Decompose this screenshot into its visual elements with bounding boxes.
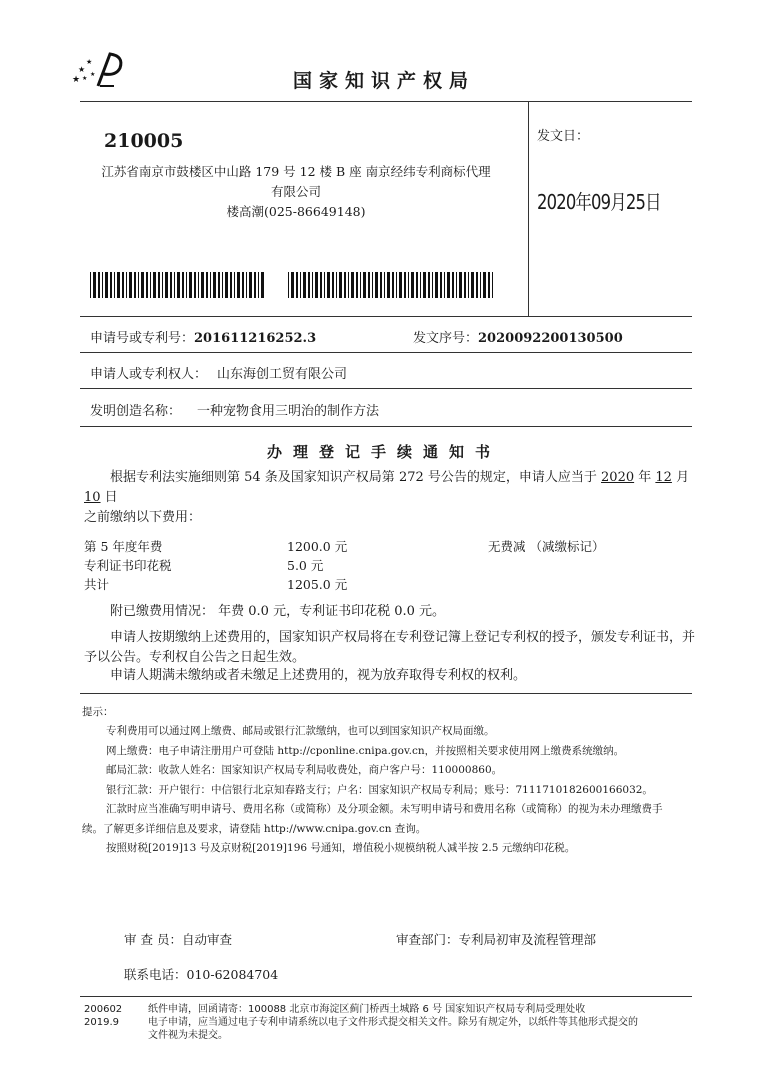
application-number: 201611216252.3 xyxy=(194,331,317,346)
tip-line: 银行汇款：开户银行：中信银行北京知春路支行；户名：国家知识产权局专利局；账号：7111710182600166032。 xyxy=(106,783,653,796)
svg-text:★: ★ xyxy=(82,75,88,82)
barcode-bar xyxy=(492,272,493,298)
barcode-bar xyxy=(261,272,264,298)
barcode-bar xyxy=(198,272,199,298)
barcode-bar xyxy=(464,272,466,298)
barcode-bar xyxy=(375,272,378,298)
footer-line: 文件视为未提交。 xyxy=(148,1030,228,1041)
barcode-bar xyxy=(315,272,318,298)
footer-notes xyxy=(148,1003,696,1042)
notice-text: 之前缴纳以下费用： xyxy=(84,510,202,525)
barcode-bar xyxy=(194,272,196,298)
barcode-bar xyxy=(384,272,385,298)
barcode-bar xyxy=(351,272,354,298)
applicant-label: 申请人或专利权人： xyxy=(90,367,208,382)
barcode-bar xyxy=(363,272,366,298)
due-day: 10 xyxy=(84,490,101,505)
barcode-bar xyxy=(320,272,322,298)
barcode-bar xyxy=(93,272,96,298)
barcode-bar xyxy=(126,272,127,298)
tip-line: 专利费用可以通过网上缴费、邮局或银行汇款缴纳，也可以到国家知识产权局面缴。 xyxy=(106,725,495,737)
svg-text:★: ★ xyxy=(86,58,93,66)
barcode-bar xyxy=(288,272,289,298)
barcode-bar xyxy=(312,272,313,298)
barcode-bar xyxy=(98,272,100,298)
barcode-bar xyxy=(246,272,247,298)
applicant-row xyxy=(90,363,347,382)
svg-text:★: ★ xyxy=(78,65,86,74)
barcode-bar xyxy=(420,272,421,298)
barcode-bar xyxy=(372,272,373,298)
barcode-bar xyxy=(435,272,438,298)
barcode-bar xyxy=(134,272,136,298)
barcode-bar xyxy=(234,272,235,298)
barcode-bar xyxy=(291,272,294,298)
footer-line: 纸件申请，回函请寄：100088 北京市海淀区蓟门桥西土城路 6 号 国家知识产权局专利局受理处收 xyxy=(148,1004,586,1015)
barcode-bar xyxy=(122,272,124,298)
application-number-label: 申请号或专利号： xyxy=(90,331,195,346)
divider xyxy=(80,693,692,694)
department: 审查部门：专利局初审及流程管理部 xyxy=(396,932,597,947)
unit-text: 年 xyxy=(634,470,656,485)
barcode-bar xyxy=(114,272,115,298)
applicant-name: 山东海创工贸有限公司 xyxy=(217,367,348,382)
barcode-bar xyxy=(153,272,156,298)
barcode-bar xyxy=(189,272,192,298)
barcode-bar xyxy=(471,272,474,298)
serial-number-label: 发文序号： xyxy=(413,331,479,346)
barcode-bar xyxy=(206,272,208,298)
notice-text: 申请人按期缴纳上述费用的，国家知识产权局将在专利登记簿上登记专利权的授予，颁发专利证书，并 xyxy=(110,630,696,645)
barcode-bar xyxy=(201,272,204,298)
barcode-bar xyxy=(360,272,361,298)
due-year: 2020 xyxy=(601,470,635,485)
barcode-bar xyxy=(368,272,370,298)
barcode-bar xyxy=(237,272,240,298)
barcode-bar xyxy=(447,272,450,298)
barcode-bar xyxy=(254,272,256,298)
barcode-bar xyxy=(158,272,160,298)
barcode-bar xyxy=(440,272,442,298)
divider xyxy=(528,101,529,316)
barcode-bar xyxy=(138,272,139,298)
barcode-bar xyxy=(404,272,406,298)
contact-line: 楼高潮(025-86649148) xyxy=(226,204,366,219)
barcode-bar xyxy=(380,272,382,298)
examiner: 审 查 员：自动审查 xyxy=(124,932,232,947)
barcode-bar xyxy=(170,272,172,298)
barcode-bar xyxy=(308,272,310,298)
barcode-bar xyxy=(432,272,433,298)
barcode-bar xyxy=(387,272,390,298)
tip-line: 邮局汇款：收款人姓名：国家知识产权局专利局收费处，商户客户号：110000860。 xyxy=(106,764,503,776)
form-code: 200602 xyxy=(84,1004,123,1015)
fee-amount: 1205.0 元 xyxy=(287,577,348,592)
barcode-bar xyxy=(242,272,244,298)
barcode-bar xyxy=(165,272,168,298)
form-version: 2019.9 xyxy=(84,1017,119,1028)
barcode-bar xyxy=(230,272,232,298)
barcode-bar xyxy=(452,272,454,298)
serial-number: 2020092200130500 xyxy=(478,331,623,346)
tips-label: 提示： xyxy=(82,706,114,718)
barcode-bar xyxy=(339,272,342,298)
barcode-bar xyxy=(348,272,349,298)
barcode-bar xyxy=(141,272,144,298)
barcode-bar xyxy=(459,272,462,298)
barcode-bar xyxy=(213,272,216,298)
divider xyxy=(80,426,692,427)
fee-item xyxy=(84,537,162,556)
barcode-bar xyxy=(105,272,108,298)
barcode-bar xyxy=(117,272,120,298)
barcode-bar xyxy=(150,272,151,298)
barcode-bar xyxy=(392,272,394,298)
invention-label: 发明创造名称： xyxy=(90,404,182,419)
unit-text: 日 xyxy=(100,490,118,505)
agency-name: 国家知识产权局 xyxy=(292,70,475,92)
address-line: 有限公司 xyxy=(270,184,321,199)
barcode-bar xyxy=(399,272,402,298)
barcode-bar xyxy=(396,272,397,298)
due-month: 12 xyxy=(655,470,672,485)
barcode-bar xyxy=(177,272,180,298)
barcode-bar xyxy=(411,272,414,298)
barcode-bar xyxy=(444,272,445,298)
tip-line: 按照财税[2019]13 号及京财税[2019]196 号通知，增值税小规模纳税人减半按 2.5 元缴纳印花税。 xyxy=(106,842,576,854)
paid-fees: 附已缴费用情况： 年费 0.0 元，专利证书印花税 0.0 元。 xyxy=(110,604,446,619)
tip-line: 汇款时应当准确写明申请号、费用名称（或简称）及分项金额。未写明申请号和费用名称（或简称）的视为未办理缴费手 xyxy=(106,803,663,815)
contact-phone: 联系电话：010-62084704 xyxy=(124,967,279,982)
fee-name: 专利证书印花税 xyxy=(84,558,172,573)
barcode-bar xyxy=(456,272,457,298)
svg-text:★: ★ xyxy=(72,75,81,85)
barcode-bar xyxy=(332,272,334,298)
footer-line: 电子申请，应当通过电子专利申请系统以电子文件形式提交相关文件。除另有规定外，以纸件等其他形式提交的 xyxy=(148,1017,638,1028)
send-date: 2020年09月25日 xyxy=(537,190,661,214)
barcode-bar xyxy=(182,272,184,298)
serial-number-row xyxy=(413,327,623,346)
barcode-bar xyxy=(480,272,481,298)
barcode-bar xyxy=(110,272,112,298)
tip-line: 续。了解更多详细信息及要求，请登陆 http://www.cnipa.gov.cn 查询。 xyxy=(82,822,427,835)
recipient-address xyxy=(92,162,500,222)
barcode-bar xyxy=(90,272,91,298)
barcode-bar xyxy=(296,272,298,298)
barcode-bar xyxy=(249,272,252,298)
barcode-bar xyxy=(129,272,132,298)
barcode xyxy=(288,272,495,298)
barcode-bar xyxy=(222,272,223,298)
barcode-bar xyxy=(468,272,469,298)
barcode-bar xyxy=(300,272,301,298)
address-line: 江苏省南京市鼓楼区中山路 179 号 12 楼 B 座 南京经纬专利商标代理 xyxy=(101,164,491,179)
barcode-bar xyxy=(483,272,486,298)
invention-row xyxy=(90,400,379,419)
notice-text: 根据专利法实施细则第 54 条及国家知识产权局第 272 号公告的规定，申请人应当于 xyxy=(110,470,602,485)
barcode-bar xyxy=(324,272,325,298)
notice-paragraph: 申请人期满未缴纳或者未缴足上述费用的，视为放弃取得专利权的权利。 xyxy=(110,668,527,683)
barcode-bar xyxy=(408,272,409,298)
svg-text:★: ★ xyxy=(90,71,96,78)
divider xyxy=(80,388,692,389)
divider xyxy=(80,101,692,102)
barcode-bar xyxy=(102,272,103,298)
invention-title: 一种宠物食用三明治的制作方法 xyxy=(197,404,380,419)
divider xyxy=(80,352,692,353)
send-date-label: 发文日： xyxy=(537,129,590,144)
unit-text: 月 xyxy=(671,470,690,485)
barcode-bar xyxy=(476,272,478,298)
barcode-bar xyxy=(423,272,426,298)
barcode-bar xyxy=(327,272,330,298)
fee-amount: 1200.0 元 xyxy=(287,539,348,554)
divider xyxy=(80,996,692,997)
tip-line: 网上缴费：电子申请注册用户可登陆 http://cponline.cnipa.gov.cn，并按照相关要求使用网上缴费系统缴纳。 xyxy=(106,744,625,757)
barcode-bar xyxy=(428,272,430,298)
divider xyxy=(80,316,692,317)
barcode-bar xyxy=(344,272,346,298)
notice-text: 予以公告。专利权自公告之日起生效。 xyxy=(84,650,306,665)
barcode-bar xyxy=(162,272,163,298)
tips-list xyxy=(82,722,702,859)
fee-note: 无费减 （减缴标记） xyxy=(488,539,605,554)
barcode-bar xyxy=(488,272,490,298)
barcode-bar xyxy=(416,272,418,298)
fee-name: 第 5 年度年费 xyxy=(84,539,163,554)
barcode-bar xyxy=(218,272,220,298)
notice-paragraph xyxy=(84,468,704,528)
barcode-bar xyxy=(356,272,358,298)
barcode-bar xyxy=(186,272,187,298)
fee-name: 共计 xyxy=(84,577,110,592)
barcode-bar xyxy=(174,272,175,298)
barcode-bar xyxy=(258,272,259,298)
notice-title: 办理登记手续通知书 xyxy=(266,443,501,461)
barcode-bar xyxy=(146,272,148,298)
barcode xyxy=(90,272,266,298)
barcode-bar xyxy=(210,272,211,298)
notice-paragraph xyxy=(84,628,704,668)
application-number-row xyxy=(90,327,316,346)
fee-amount: 5.0 元 xyxy=(287,558,324,573)
barcode-bar xyxy=(225,272,228,298)
barcode-bar xyxy=(336,272,337,298)
barcode-bar xyxy=(303,272,306,298)
postal-code: 210005 xyxy=(104,130,184,152)
